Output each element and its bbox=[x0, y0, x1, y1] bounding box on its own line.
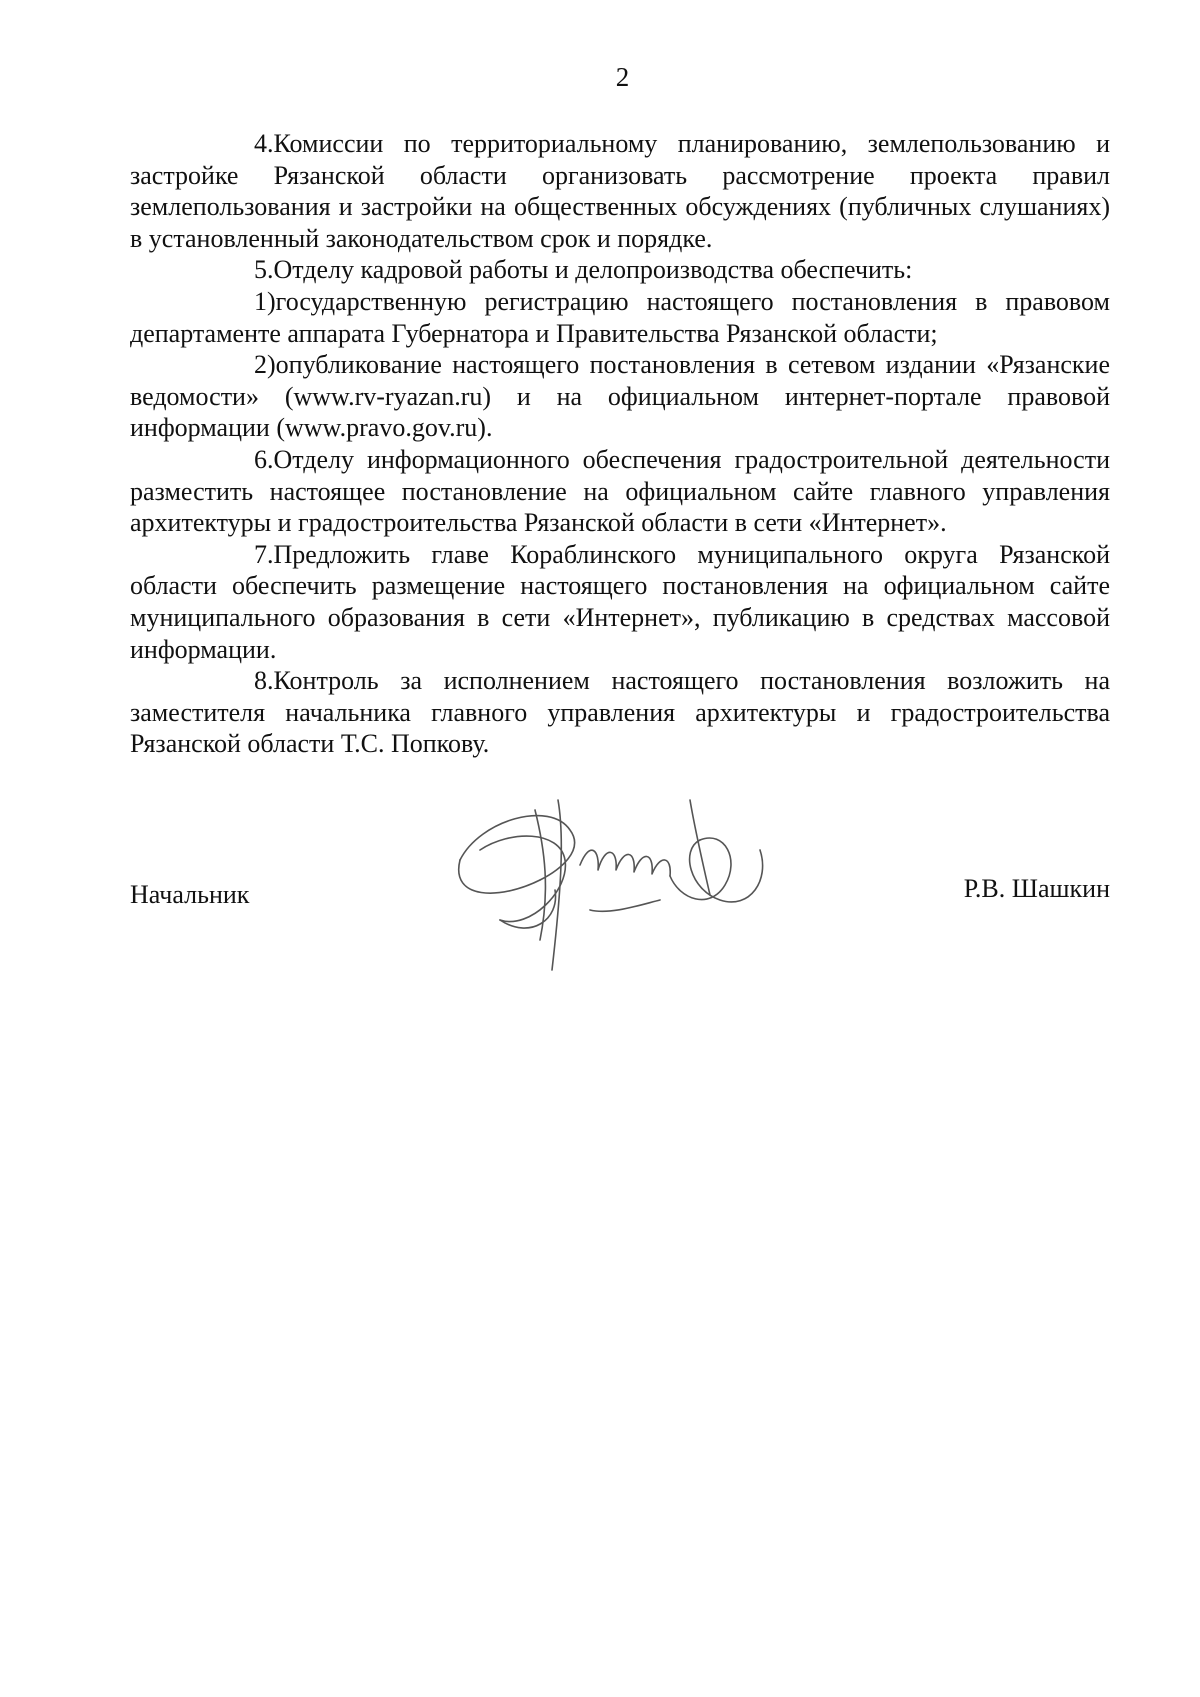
paragraph-4 bbox=[130, 128, 1110, 254]
subparagraph-2 bbox=[130, 349, 1110, 444]
page-number: 2 bbox=[615, 62, 630, 92]
paragraph-number: 5. bbox=[254, 255, 274, 285]
paragraph-number: 4. bbox=[254, 129, 274, 158]
signatory-name: Р.В. Шашкин bbox=[963, 874, 1110, 903]
paragraph-text: Отделу кадровой работы и делопроизводства обеспечить: bbox=[273, 255, 913, 285]
paragraph-text: Предложить главе Кораблинского муниципального округа Рязанской области обеспечить размещение настоящего постановления на официальном сайте муниципального образования в сети «Интернет», публикацию в средствах массовой информации. bbox=[130, 539, 1110, 664]
paragraph-number: 2) bbox=[254, 350, 276, 380]
paragraph-8 bbox=[130, 665, 1110, 760]
paragraph-number: 1) bbox=[254, 286, 276, 316]
paragraph-text: опубликование настоящего постановления в сетевом издании «Рязанские ведомости» (www.rv-ryazan.ru) и на официальном интернет-портале правовой информации (www.pravo.gov.ru). bbox=[130, 350, 1110, 443]
paragraph-number: 8. bbox=[254, 666, 274, 696]
subparagraph-1 bbox=[130, 286, 1110, 349]
paragraph-text: Контроль за исполнением настоящего постановления возложить на заместителя начальника главного управления архитектуры и градостроительства Рязанской области Т.С. Попкову. bbox=[130, 666, 1110, 759]
document-body bbox=[130, 128, 1110, 760]
signature-block bbox=[130, 874, 1110, 940]
paragraph-5 bbox=[130, 254, 1110, 286]
paragraph-number: 6. bbox=[254, 444, 274, 474]
paragraph-6 bbox=[130, 444, 1110, 539]
paragraph-text: государственную регистрацию настоящего постановления в правовом департаменте аппарата Губернатора и Правительства Рязанской области; bbox=[130, 286, 1110, 348]
paragraph-text: Комиссии по территориальному планированию, землепользованию и застройке Рязанской области организовать рассмотрение проекта правил землепользования и застройки на общественных обсуждениях (публичных слушаниях) в установленный законодательством срок и порядке. bbox=[130, 129, 1110, 253]
paragraph-text: Отделу информационного обеспечения градостроительной деятельности разместить настоящее постановление на официальном сайте главного управления архитектуры и градостроительства Рязанской области в сети «Интернет». bbox=[130, 444, 1110, 538]
paragraph-number: 7. bbox=[254, 539, 274, 569]
signatory-title: Начальник bbox=[130, 880, 250, 909]
paragraph-7 bbox=[130, 539, 1110, 665]
